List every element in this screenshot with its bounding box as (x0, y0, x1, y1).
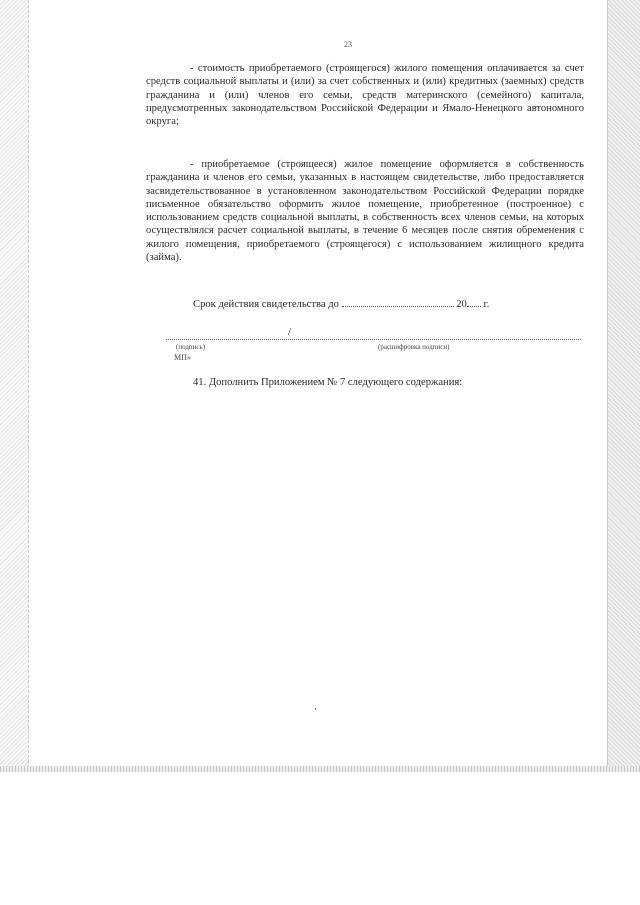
year-prefix: 20 (456, 299, 467, 310)
validity-prefix: Срок действия свидетельства до (193, 299, 339, 310)
validity-line (193, 299, 489, 310)
scan-speck (315, 708, 316, 710)
item-41-heading: 41. Дополнить Приложением № 7 следующего содержания: (193, 377, 463, 388)
scan-edge-bottom (0, 766, 640, 772)
transcript-caption: (расшифровка подписи) (378, 343, 450, 351)
signature-line (166, 339, 581, 340)
document-page (28, 0, 608, 766)
paragraph-ownership-terms: - приобретаемое (строящееся) жилое помещение оформляется в собственность гражданина и членов его семьи, указанных в настоящем свидетельстве, либо предоставляется засвидетельствованное в установленном законодательством Российской Федерации порядке письменное обязательство оформить жилое помещение, приобретенное (построенное) с использованием средств социальной выплаты, в собственность всех членов семьи, на которых осуществлялся расчет социальной выплаты, в течение 6 месяцев после снятия обременения с жилого помещения, приобретаемого (строящегося) с использованием жилищного кредита (займа). (146, 159, 584, 264)
scan-edge-right (607, 0, 640, 768)
signature-separator: / (288, 326, 292, 338)
validity-suffix: г. (483, 299, 490, 310)
signature-caption: (подпись) (176, 343, 206, 351)
date-blank (342, 306, 454, 307)
paragraph-payment-terms: - стоимость приобретаемого (строящегося) жилого помещения оплачивается за счет средств социальной выплаты и (или) за счет собственных и (или) кредитных (заемных) средств гражданина и (или) членов его семьи, средств материнского (семейного) капитала, предусмотренных законодательством Российской Федерации и Ямало-Ненецкого автономного округа; (146, 63, 584, 128)
seal-mark: МП» (174, 353, 191, 362)
page-number: 23 (344, 40, 352, 49)
scan-edge-left (0, 0, 29, 768)
year-blank (467, 306, 481, 307)
